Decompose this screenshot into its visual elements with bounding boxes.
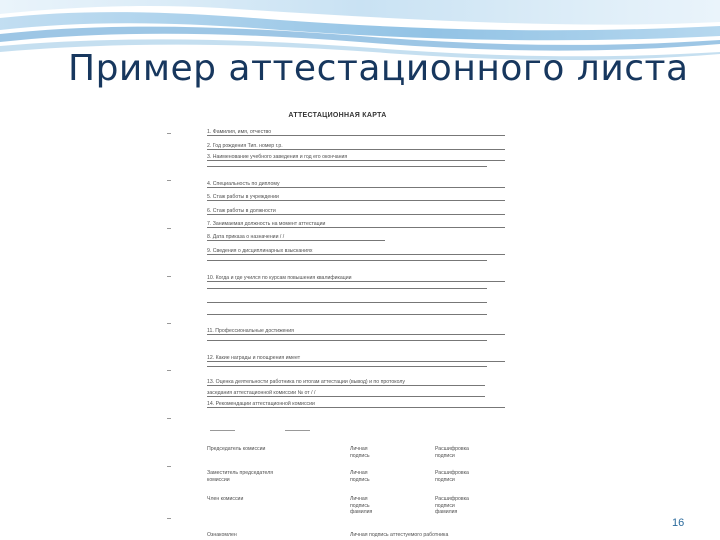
form-field-3 bbox=[207, 153, 505, 162]
form-field-4 bbox=[207, 180, 505, 189]
form-field-underline bbox=[207, 227, 505, 228]
form-field-underline bbox=[207, 240, 385, 241]
form-field-label: 6. Стаж работы в должности bbox=[207, 208, 276, 214]
signature-role: Член комиссии bbox=[207, 496, 244, 502]
signature-field: Личная подпись аттестуемого работника bbox=[350, 532, 449, 538]
form-field-underline bbox=[207, 187, 505, 188]
scan-edge-mark bbox=[167, 418, 171, 419]
form-field-label: 4. Специальность по диплому bbox=[207, 181, 280, 187]
form-blank-line bbox=[207, 302, 487, 303]
form-field-label: 8. Дата приказа о назначении / / bbox=[207, 234, 285, 240]
scan-edge-mark bbox=[167, 228, 171, 229]
scan-edge-mark bbox=[167, 133, 171, 134]
attestation-form-scan bbox=[165, 108, 510, 540]
form-field-underline bbox=[207, 334, 505, 335]
form-field-underline bbox=[207, 396, 485, 397]
form-field-underline bbox=[207, 385, 485, 386]
form-field-underline bbox=[207, 361, 505, 362]
form-field-label: 13. Оценка деятельности работника по итогам аттестации (вывод) и по протоколу bbox=[207, 379, 405, 385]
form-dash bbox=[285, 430, 310, 431]
scan-edge-mark bbox=[167, 370, 171, 371]
form-field-10 bbox=[207, 274, 505, 283]
signature-field: Личная подпись фамилия bbox=[350, 496, 373, 515]
form-field-label: 9. Сведения о дисциплинарных взысканиях bbox=[207, 248, 313, 254]
form-field-underline bbox=[207, 281, 505, 282]
form-field-underline bbox=[207, 407, 505, 408]
form-field-5 bbox=[207, 193, 505, 202]
form-field-12 bbox=[207, 354, 505, 363]
form-field-15 bbox=[207, 400, 505, 409]
form-field-label: 2. Год рождения Тип. номер г.р. bbox=[207, 143, 283, 149]
form-field-13 bbox=[207, 378, 485, 387]
scan-edge-mark bbox=[167, 180, 171, 181]
form-field-underline bbox=[207, 254, 505, 255]
signature-role: Председатель комиссии bbox=[207, 446, 266, 452]
signature-decoding: Расшифровка подписи фамилия bbox=[435, 496, 469, 515]
page-number: 16 bbox=[672, 517, 685, 529]
form-field-14 bbox=[207, 389, 485, 398]
form-field-11 bbox=[207, 327, 505, 336]
form-blank-line bbox=[207, 260, 487, 261]
signature-role: Ознакомлен bbox=[207, 532, 237, 538]
form-field-label: заседания аттестационной комиссии № от / / bbox=[207, 390, 316, 396]
form-field-underline bbox=[207, 214, 505, 215]
form-field-7 bbox=[207, 220, 505, 229]
scan-edge-mark bbox=[167, 466, 171, 467]
signature-decoding: Расшифровка подписи bbox=[435, 470, 469, 483]
form-field-label: 1. Фамилия, имя, отчество bbox=[207, 129, 272, 135]
form-field-label: 7. Занимаемая должность на момент аттестации bbox=[207, 221, 326, 227]
form-field-underline bbox=[207, 149, 505, 150]
form-field-underline bbox=[207, 200, 505, 201]
form-field-1 bbox=[207, 128, 505, 137]
form-blank-line bbox=[207, 314, 487, 315]
form-blank-line bbox=[207, 166, 487, 167]
form-field-6 bbox=[207, 207, 505, 216]
form-field-8 bbox=[207, 233, 385, 242]
form-field-label: 3. Наименование учебного заведения и год его окончания bbox=[207, 154, 348, 160]
signature-role: Заместитель председателя комиссии bbox=[207, 470, 274, 483]
scan-edge-mark bbox=[167, 276, 171, 277]
form-blank-line bbox=[207, 340, 487, 341]
form-field-9 bbox=[207, 247, 505, 256]
scan-edge-mark bbox=[167, 518, 171, 519]
slide-title: Пример аттестационного листа bbox=[68, 48, 689, 89]
form-blank-line bbox=[207, 366, 487, 367]
form-dash bbox=[210, 430, 235, 431]
signature-decoding: Расшифровка подписи bbox=[435, 446, 469, 459]
form-heading: АТТЕСТАЦИОННАЯ КАРТА bbox=[288, 112, 387, 119]
form-field-label: 11. Профессиональные достижения bbox=[207, 328, 294, 334]
form-field-label: 10. Когда и где учился по курсам повышения квалификации bbox=[207, 275, 352, 281]
form-field-2 bbox=[207, 142, 505, 151]
form-field-underline bbox=[207, 160, 505, 161]
signature-field: Личная подпись bbox=[350, 470, 370, 483]
form-field-label: 5. Стаж работы в учреждении bbox=[207, 194, 279, 200]
form-field-label: 14. Рекомендации аттестационной комиссии bbox=[207, 401, 315, 407]
form-field-underline bbox=[207, 135, 505, 136]
scan-edge-mark bbox=[167, 323, 171, 324]
signature-field: Личная подпись bbox=[350, 446, 370, 459]
form-blank-line bbox=[207, 288, 487, 289]
form-field-label: 12. Какие награды и поощрения имеет bbox=[207, 355, 301, 361]
